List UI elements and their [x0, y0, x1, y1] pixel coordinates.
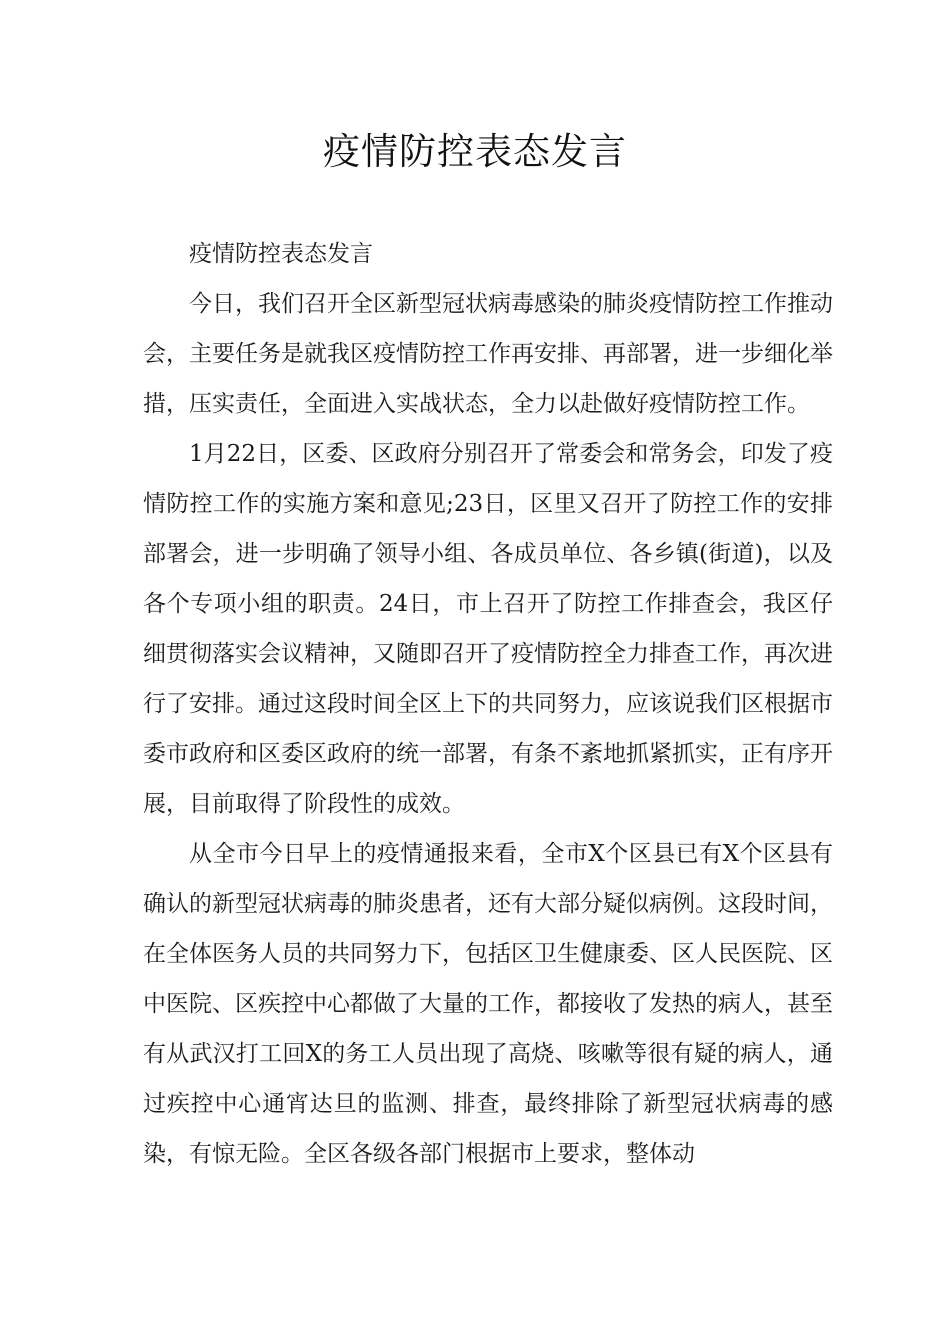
paragraph-subtitle: 疫情防控表态发言: [189, 241, 373, 267]
document-title: 疫情防控表态发言: [323, 130, 627, 173]
paragraph: 从全市今日早上的疫情通报来看，全市X个区县已有X个区县有确认的新型冠状病毒的肺炎患者，还有大部分疑似病例。这段时间，在全体医务人员的共同努力下，包括区卫生健康委、区人民医院、区中医院、区疾控中心都做了大量的工作，都接收了发热的病人，甚至有从武汉打工回X的务工人员出现了高烧、咳嗽等很有疑的病人，通过疾控中心通宵达旦的监测、排查，最终排除了新型冠状病毒的感染，有惊无险。全区各级各部门根据市上要求，整体动: [143, 841, 833, 1167]
document-body: [143, 229, 833, 1179]
paragraph: 1月22日，区委、区政府分别召开了常委会和常务会，印发了疫情防控工作的实施方案和意见;23日，区里又召开了防控工作的安排部署会，进一步明确了领导小组、各成员单位、各乡镇(街道)，以及各个专项小组的职责。24日，市上召开了防控工作排查会，我区仔细贯彻落实会议精神，又随即召开了疫情防控全力排查工作，再次进行了安排。通过这段时间全区上下的共同努力，应该说我们区根据市委市政府和区委区政府的统一部署，有条不紊地抓紧抓实，正有序开展，目前取得了阶段性的成效。: [143, 441, 833, 817]
paragraph: 今日，我们召开全区新型冠状病毒感染的肺炎疫情防控工作推动会，主要任务是就我区疫情防控工作再安排、再部署，进一步细化举措，压实责任，全面进入实战状态，全力以赴做好疫情防控工作。: [143, 291, 833, 417]
